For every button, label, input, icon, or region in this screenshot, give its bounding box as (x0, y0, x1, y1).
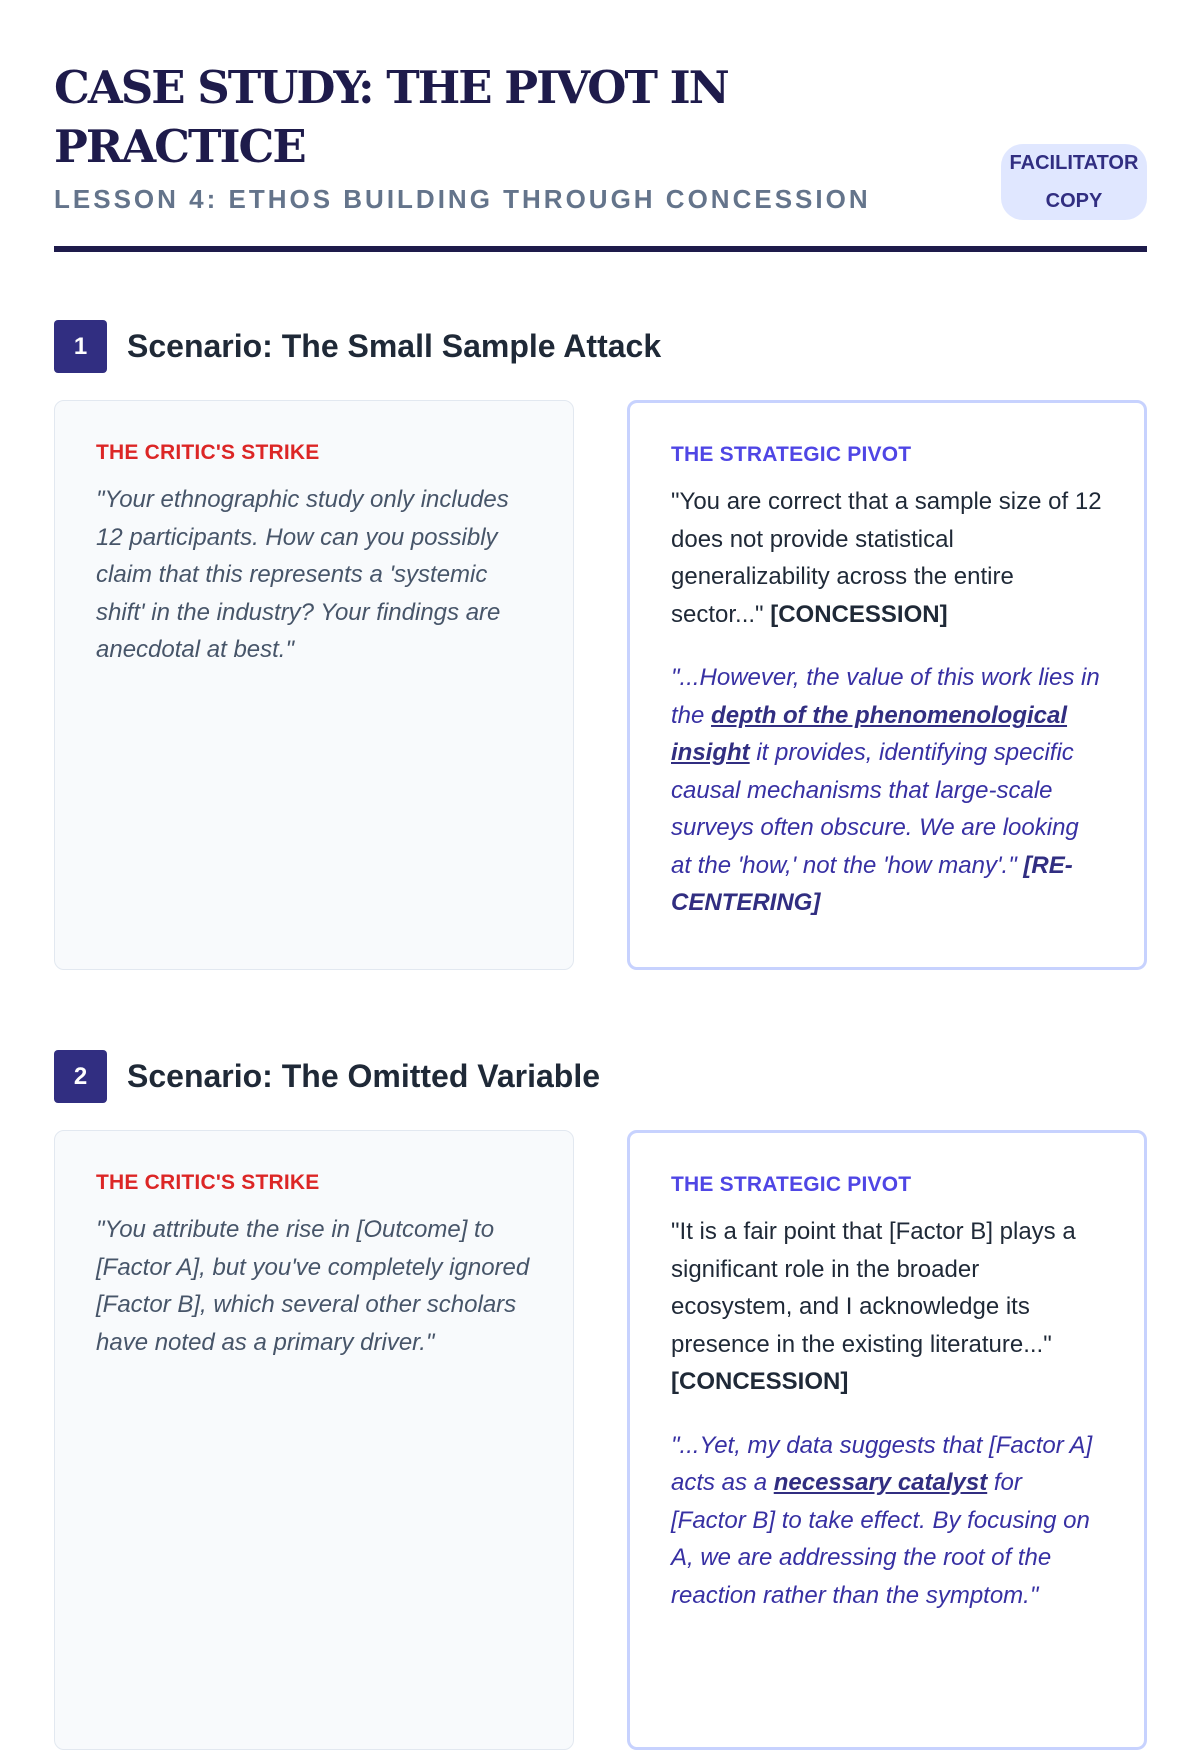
concession-statement (671, 483, 1103, 633)
critic-strike-card (54, 400, 574, 970)
recenter-key-phrase: necessary catalyst (773, 1469, 988, 1496)
critic-quote: "Your ethnographic study only includes 12 participants. How can you possibly claim that this represents a 'systemic shift' in the industry? Your findings are anecdotal at best." (96, 486, 509, 663)
worksheet-page (54, 0, 1147, 1609)
strategic-pivot-label: THE STRATEGIC PIVOT (671, 443, 912, 466)
recenter-text-after: it provides, identifying specific causal mechanisms that large-scale surveys often obscure. We are looking at the 'how,' not the 'how many'." (671, 739, 1079, 879)
concession-text: "It is a fair point that [Factor B] plays a significant role in the broader ecosystem, and I acknowledge its presence in the existing literature..." (671, 1218, 1076, 1358)
recenter-text-after: for [Factor B] to take effect. By focusing on A, we are addressing the root of the reaction rather than the symptom." (671, 1469, 1090, 1609)
scenario-number-badge: 2 (54, 1050, 107, 1103)
recenter-key-phrase: depth of the phenomenological insight (671, 701, 1068, 766)
lesson-subtitle: LESSON 4: ETHOS BUILDING THROUGH CONCESSION (54, 184, 871, 214)
critic-quote: "You attribute the rise in [Outcome] to [Factor A], but you've completely ignored [Factor B], which several other scholars have noted as a primary driver." (96, 1216, 530, 1356)
recentering-statement (671, 1427, 1103, 1615)
document-header (54, 58, 1147, 254)
scenario-title: Scenario: The Omitted Variable (127, 1058, 601, 1094)
concession-statement (671, 1213, 1103, 1401)
strategic-pivot-card (627, 400, 1147, 970)
concession-tag: [CONCESSION] (671, 1368, 849, 1395)
concession-text: "You are correct that a sample size of 12 does not provide statistical generalizability across the entire sector..." (671, 488, 1102, 628)
recenter-text-before: "...However, the value of this work lies in the (671, 664, 1100, 729)
critic-strike-card (54, 1130, 574, 1750)
strategic-pivot-label: THE STRATEGIC PIVOT (671, 1173, 912, 1196)
facilitator-copy-badge: FACILITATOR COPY (1001, 144, 1147, 220)
recenter-text-before: "...Yet, my data suggests that [Factor A] acts as a (671, 1431, 1093, 1496)
scenario-number-badge: 1 (54, 320, 107, 373)
critic-strike-label: THE CRITIC'S STRIKE (96, 1171, 320, 1194)
critic-strike-label: THE CRITIC'S STRIKE (96, 441, 320, 464)
recentering-statement (671, 659, 1103, 922)
page-title: CASE STUDY: THE PIVOT IN PRACTICE (54, 61, 728, 173)
scenario-title: Scenario: The Small Sample Attack (127, 328, 662, 364)
header-divider (54, 246, 1147, 252)
strategic-pivot-card (627, 1130, 1147, 1750)
recentering-tag: [RE-CENTERING] (671, 851, 1073, 916)
concession-tag: [CONCESSION] (770, 600, 948, 628)
